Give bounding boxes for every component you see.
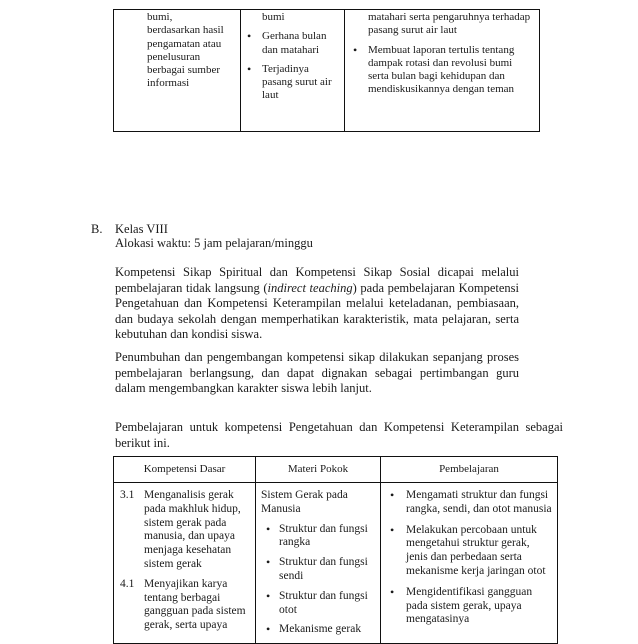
table-row (114, 10, 540, 132)
basic-competency-cell (114, 483, 256, 644)
text-line: informasi (147, 77, 190, 90)
competency-number: 3.1 (120, 489, 135, 501)
paragraph-attitude-development: Penumbuhan dan pengembangan kompetensi sikap dilakukan sepanjang proses pembelajaran berlangsung, dan dapat dignakan sebagai pertimbangan guru dalam mengembangkan karakter siswa lebih lanjut. (115, 350, 519, 395)
text-line: berbagai sumber (147, 64, 220, 77)
learning-cell (345, 10, 540, 132)
competency-number: 4.1 (120, 577, 135, 590)
text-line: penelusuran (147, 50, 201, 63)
text-line: pengamatan atau (147, 37, 222, 50)
list-item: • Mengamati struktur dan fungsi rangka, sendi, dan otot manusia (389, 489, 553, 517)
top-continuation-table (113, 9, 540, 132)
competency-text: Menyajikan karya tentang berbagai gangguan pada sistem gerak, serta upaya (144, 577, 246, 632)
competency-item (120, 489, 251, 572)
list-item: bumi (262, 11, 285, 23)
list-item: • Struktur dan fungsi sendi (261, 556, 376, 584)
material-cell (241, 10, 345, 132)
main-material-cell (256, 483, 381, 644)
competency-table (113, 456, 558, 644)
italic-term: indirect teaching (267, 280, 353, 295)
table-header-row (114, 457, 558, 483)
paragraph-text: ) pada pembelajaran Kompetensi Pengetahuan dan Kompetensi Keterampilan melalui keteladanan, pembiasaan, dan budaya sekolah dengan memperhatikan karakteristik, mata pelajaran, serta kebutuhan dan kondisi siswa. (115, 280, 519, 341)
section-letter: B. (91, 222, 103, 236)
competency-cell (114, 10, 241, 132)
text-line: bumi, (147, 11, 173, 23)
list-item: • Gerhana bulan dan matahari (246, 30, 340, 57)
column-header: Materi Pokok (256, 457, 381, 483)
list-item: • Membuat laporan tertulis tentang dampak rotasi dan revolusi bumi serta bulan bagi kehidupan dan mendiskusikannya dengan teman (352, 44, 535, 97)
competency-text: Menganalisis gerak pada makhluk hidup, sistem gerak pada manusia, dan upaya menjaga kesehatan sistem gerak (144, 489, 241, 570)
column-header: Kompetensi Dasar (114, 457, 256, 483)
list-item: • Mekanisme gerak (261, 623, 376, 637)
time-allocation: Alokasi waktu: 5 jam pelajaran/minggu (115, 236, 313, 250)
competency-item (120, 578, 251, 633)
table-row (114, 483, 558, 644)
section-title: Kelas VIII (115, 222, 168, 236)
list-item: matahari serta pengaruhnya terhadap pasang surut air laut (368, 11, 531, 37)
list-item: • Melakukan percobaan untuk mengetahui struktur gerak, jenis dan perbedaan serta mekanisme kerja jaringan otot (389, 524, 553, 579)
learning-activities-cell (381, 483, 558, 644)
list-item: • Struktur dan fungsi otot (261, 590, 376, 618)
text-line: berdasarkan hasil (147, 24, 224, 37)
list-item: • Terjadinya pasang surut air laut (246, 63, 340, 103)
list-item: • Mengidentifikasi gangguan pada sistem gerak, upaya mengatasinya (389, 586, 553, 627)
paragraph-text: Kompetensi Sikap Spiritual dan Kompetensi Sikap Sosial dicapai melalui pembelajaran tidak langsung ( (115, 265, 519, 295)
paragraph-table-intro: Pembelajaran untuk kompetensi Pengetahuan dan Kompetensi Keterampilan sebagai berikut ini. (115, 420, 563, 450)
list-item: • Struktur dan fungsi rangka (261, 523, 376, 551)
material-lead: Sistem Gerak pada Manusia (261, 489, 348, 515)
column-header: Pembelajaran (381, 457, 558, 483)
paragraph-attitude-competence (115, 265, 519, 343)
